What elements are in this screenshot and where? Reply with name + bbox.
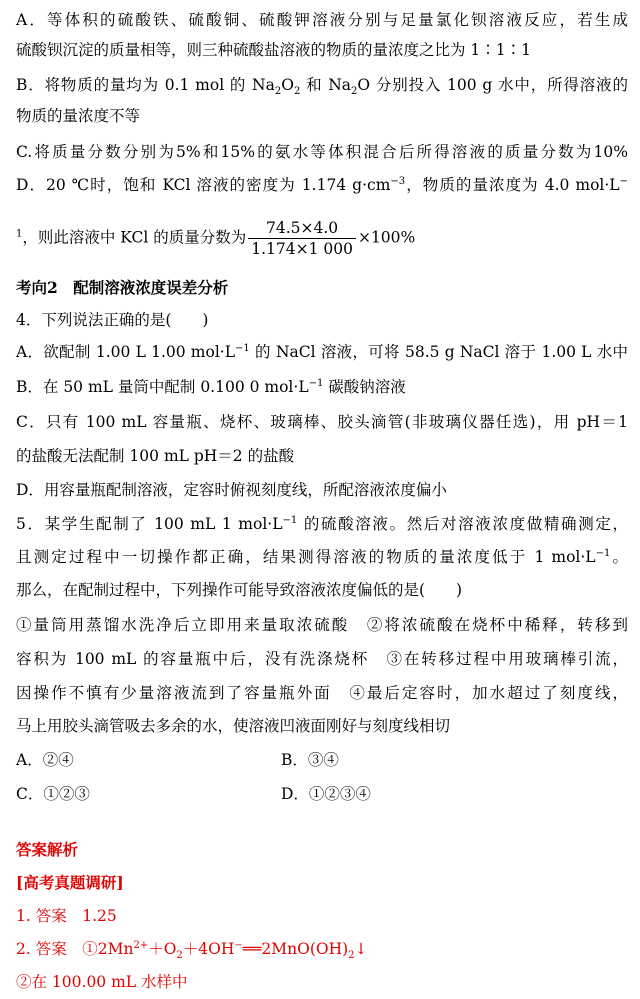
- q5-line3: 那么，在配制过程中，下列操作可能导致溶液浓度偏低的是( ): [16, 581, 463, 599]
- answer-1: 1. 答案 1.25: [16, 907, 117, 925]
- q3-option-d-line2: $^1$，则此溶液中 KCl 的质量分数为 $\frac{74.5\times 4.0}{1.174\times 1 000}$ ×100%: [16, 219, 416, 258]
- q3-option-d-line1: D．20 ℃时，饱和 KCl 溶液的密度为 1.174 $g\cdot cm^{-3}$，物质的量浓度为 4.0 mol·L−: [16, 175, 628, 194]
- q3-option-b-line2: 物质的量浓度不等: [16, 107, 141, 125]
- q5-line2: 且测定过程中一切操作都正确，结果测得溶液的物质的量浓度低于 1 $mol\cdot L^{-1}$。: [16, 547, 628, 566]
- q4-option-a: A．欲配制 1.00 L 1.00 $mol\cdot L^{-1}$ 的 NaCl 溶液，可将 58.5 g NaCl 溶于 1.00 L 水中: [16, 342, 628, 361]
- q5-option-b: B．③④: [281, 751, 339, 769]
- answer-2: 2. 答案 $①2Mn^{2+}+O_2+4OH^-══2MnO(OH)_2↓$: [16, 939, 368, 962]
- q5-line6: 因操作不慎有少量溶液流到了容量瓶外面 ④最后定容时，加水超过了刻度线，: [16, 684, 628, 702]
- answers-title: 答案解析: [16, 840, 79, 859]
- q4-option-b: B．在 50 mL 量筒中配制 0.100 0 $mol\cdot L^{-1}$ 碳酸钠溶液: [16, 377, 406, 396]
- q4-option-c-line2: 的盐酸无法配制 100 mL pH＝2 的盐酸: [16, 447, 295, 465]
- q4-option-d: D．用容量瓶配制溶液，定容时俯视刻度线，所配溶液浓度偏小: [16, 481, 447, 499]
- q5-line7: 马上用胶头滴管吸去多余的水，使溶液凹液面刚好与刻度线相切: [16, 717, 451, 735]
- q5-line5: 容积为 100 mL 的容量瓶中后，没有洗涤烧杯 ③在转移过程中用玻璃棒引流，: [16, 650, 628, 668]
- mass-fraction: $\frac{74.5\times 4.0}{1.174\times 1 000}$: [248, 218, 356, 259]
- q3-option-b-line1: B．将物质的量均为 0.1 mol 的 $Na_2O_2$ 和 $Na_2O$ 分别投入 100 g 水中，所得溶液的: [16, 76, 628, 98]
- q3-option-a-line2: 硫酸钡沉淀的质量相等，则三种硫酸盐溶液的物质的量浓度之比为 1∶1∶1: [16, 41, 532, 59]
- q4-stem: 4．下列说法正确的是( ): [16, 311, 209, 329]
- q5-line1: 5．某学生配制了 100 mL 1 $mol\cdot L^{-1}$ 的硫酸溶液。然后对溶液浓度做精确测定，: [16, 514, 628, 533]
- answer-2-part2: ②在 100.00 mL 水样中: [16, 973, 188, 991]
- q5-option-a: A．②④: [16, 751, 74, 769]
- q3-option-a-line1: A．等体积的硫酸铁、硫酸铜、硫酸钾溶液分别与足量氯化钡溶液反应，若生成: [16, 11, 628, 29]
- q3-option-c: C.将质量分数分别为5%和15%的氨水等体积混合后所得溶液的质量分数为10%: [16, 143, 628, 161]
- q5-option-d: D．①②③④: [281, 785, 371, 803]
- section-heading: 考向2 配制溶液浓度误差分析: [16, 278, 229, 297]
- q4-option-c-line1: C．只有 100 mL 容量瓶、烧杯、玻璃棒、胶头滴管(非玻璃仪器任选)，用 pH＝1: [16, 413, 628, 431]
- q5-option-c: C．①②③: [16, 785, 90, 803]
- answers-subtitle: [高考真题调研]: [16, 873, 124, 892]
- q5-line4: ①量筒用蒸馏水洗净后立即用来量取浓硫酸 ②将浓硫酸在烧杯中稀释，转移到: [16, 616, 628, 634]
